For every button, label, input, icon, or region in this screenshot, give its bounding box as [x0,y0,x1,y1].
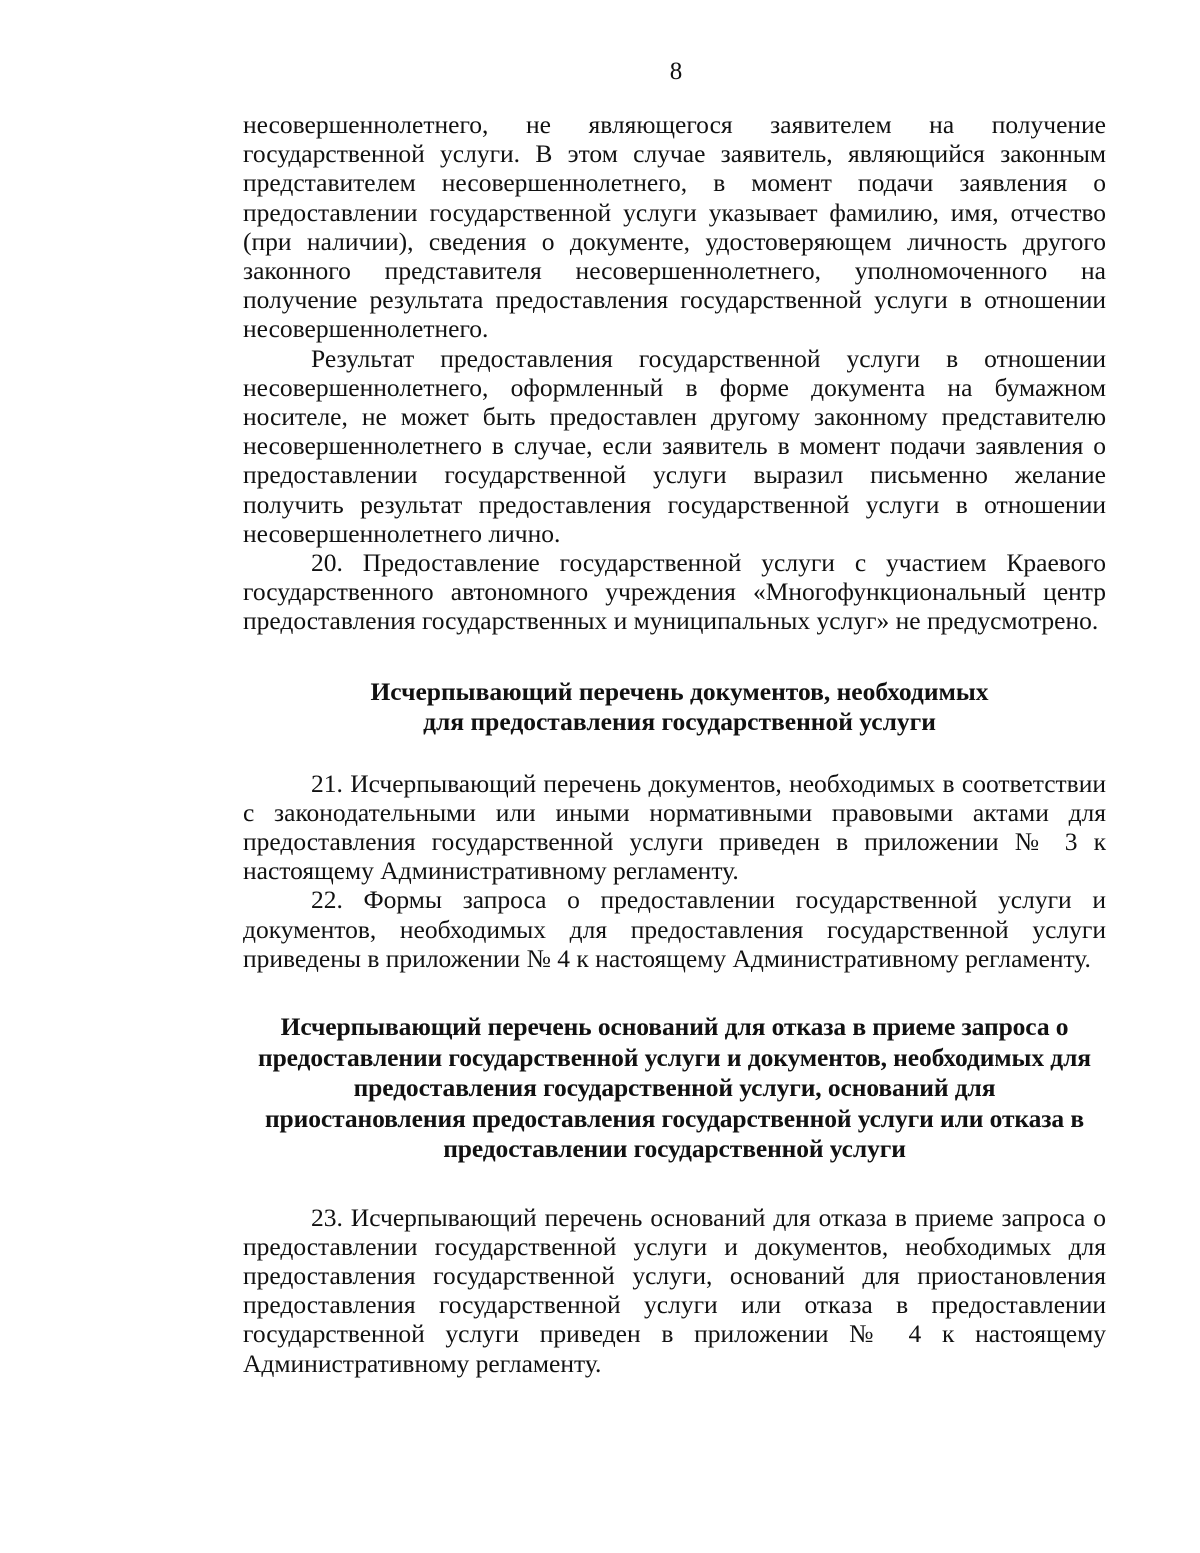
heading-line: Исчерпывающий перечень документов, необходимых [370,676,989,706]
heading-line: предоставлении государственной услуги [443,1134,906,1164]
paragraph-23: 23. Исчерпывающий перечень оснований для отказа в приеме запроса о предоставлении государственной услуги и документов, необходимых для предоставления государственной услуги, оснований для приостановления предоставления государственной услуги или отказа в предоставлении государственной услуги приведен в приложении № 4 к настоящему Административному регламенту. [243,1202,1106,1378]
heading-line: Исчерпывающий перечень оснований для отказа в приеме запроса о [280,1012,1069,1042]
heading-line: для предоставления государственной услуги [423,707,936,737]
paragraph-20: 20. Предоставление государственной услуги с участием Краевого государственного автономного учреждения «Многофункциональный центр предоставления государственных и муниципальных услуг» не предусмотрено. [243,548,1106,636]
heading-line: предоставления государственной услуги, оснований для [353,1073,996,1103]
section-heading-refusal-grounds [243,1012,1106,1165]
heading-line: приостановления предоставления государственной услуги или отказа в [264,1103,1085,1133]
document-body [243,110,1106,1378]
section-heading-documents [243,677,1106,738]
paragraph-21: 21. Исчерпывающий перечень документов, необходимых в соответствии с законодательными или иными нормативными правовыми актами для предоставления государственной услуги приведен в приложении № 3 к настоящему Административному регламенту. [243,768,1106,886]
paragraph-22: 22. Формы запроса о предоставлении государственной услуги и документов, необходимых для предоставления государственной услуги приведены в приложении № 4 к настоящему Административному регламенту. [243,885,1106,973]
paragraph-continuation: несовершеннолетнего, не являющегося заявителем на получение государственной услуги. В этом случае заявитель, являющийся законным представителем несовершеннолетнего, в момент подачи заявления о предоставлении государственной услуги указывает фамилию, имя, отчество (при наличии), сведения о документе, удостоверяющем личность другого законного представителя несовершеннолетнего, уполномоченного на получение результата предоставления государственной услуги в отношении несовершеннолетнего. [243,110,1106,344]
heading-line: предоставлении государственной услуги и документов, необходимых для [258,1042,1091,1072]
page-number: 8 [669,58,683,85]
paragraph-result-minor: Результат предоставления государственной услуги в отношении несовершеннолетнего, оформленный в форме документа на бумажном носителе, не может быть предоставлен другому законному представителю несовершеннолетнего в случае, если заявитель в момент подачи заявления о предоставлении государственной услуги выразил письменно желание получить результат предоставления государственной услуги в отношении несовершеннолетнего лично. [243,343,1106,548]
